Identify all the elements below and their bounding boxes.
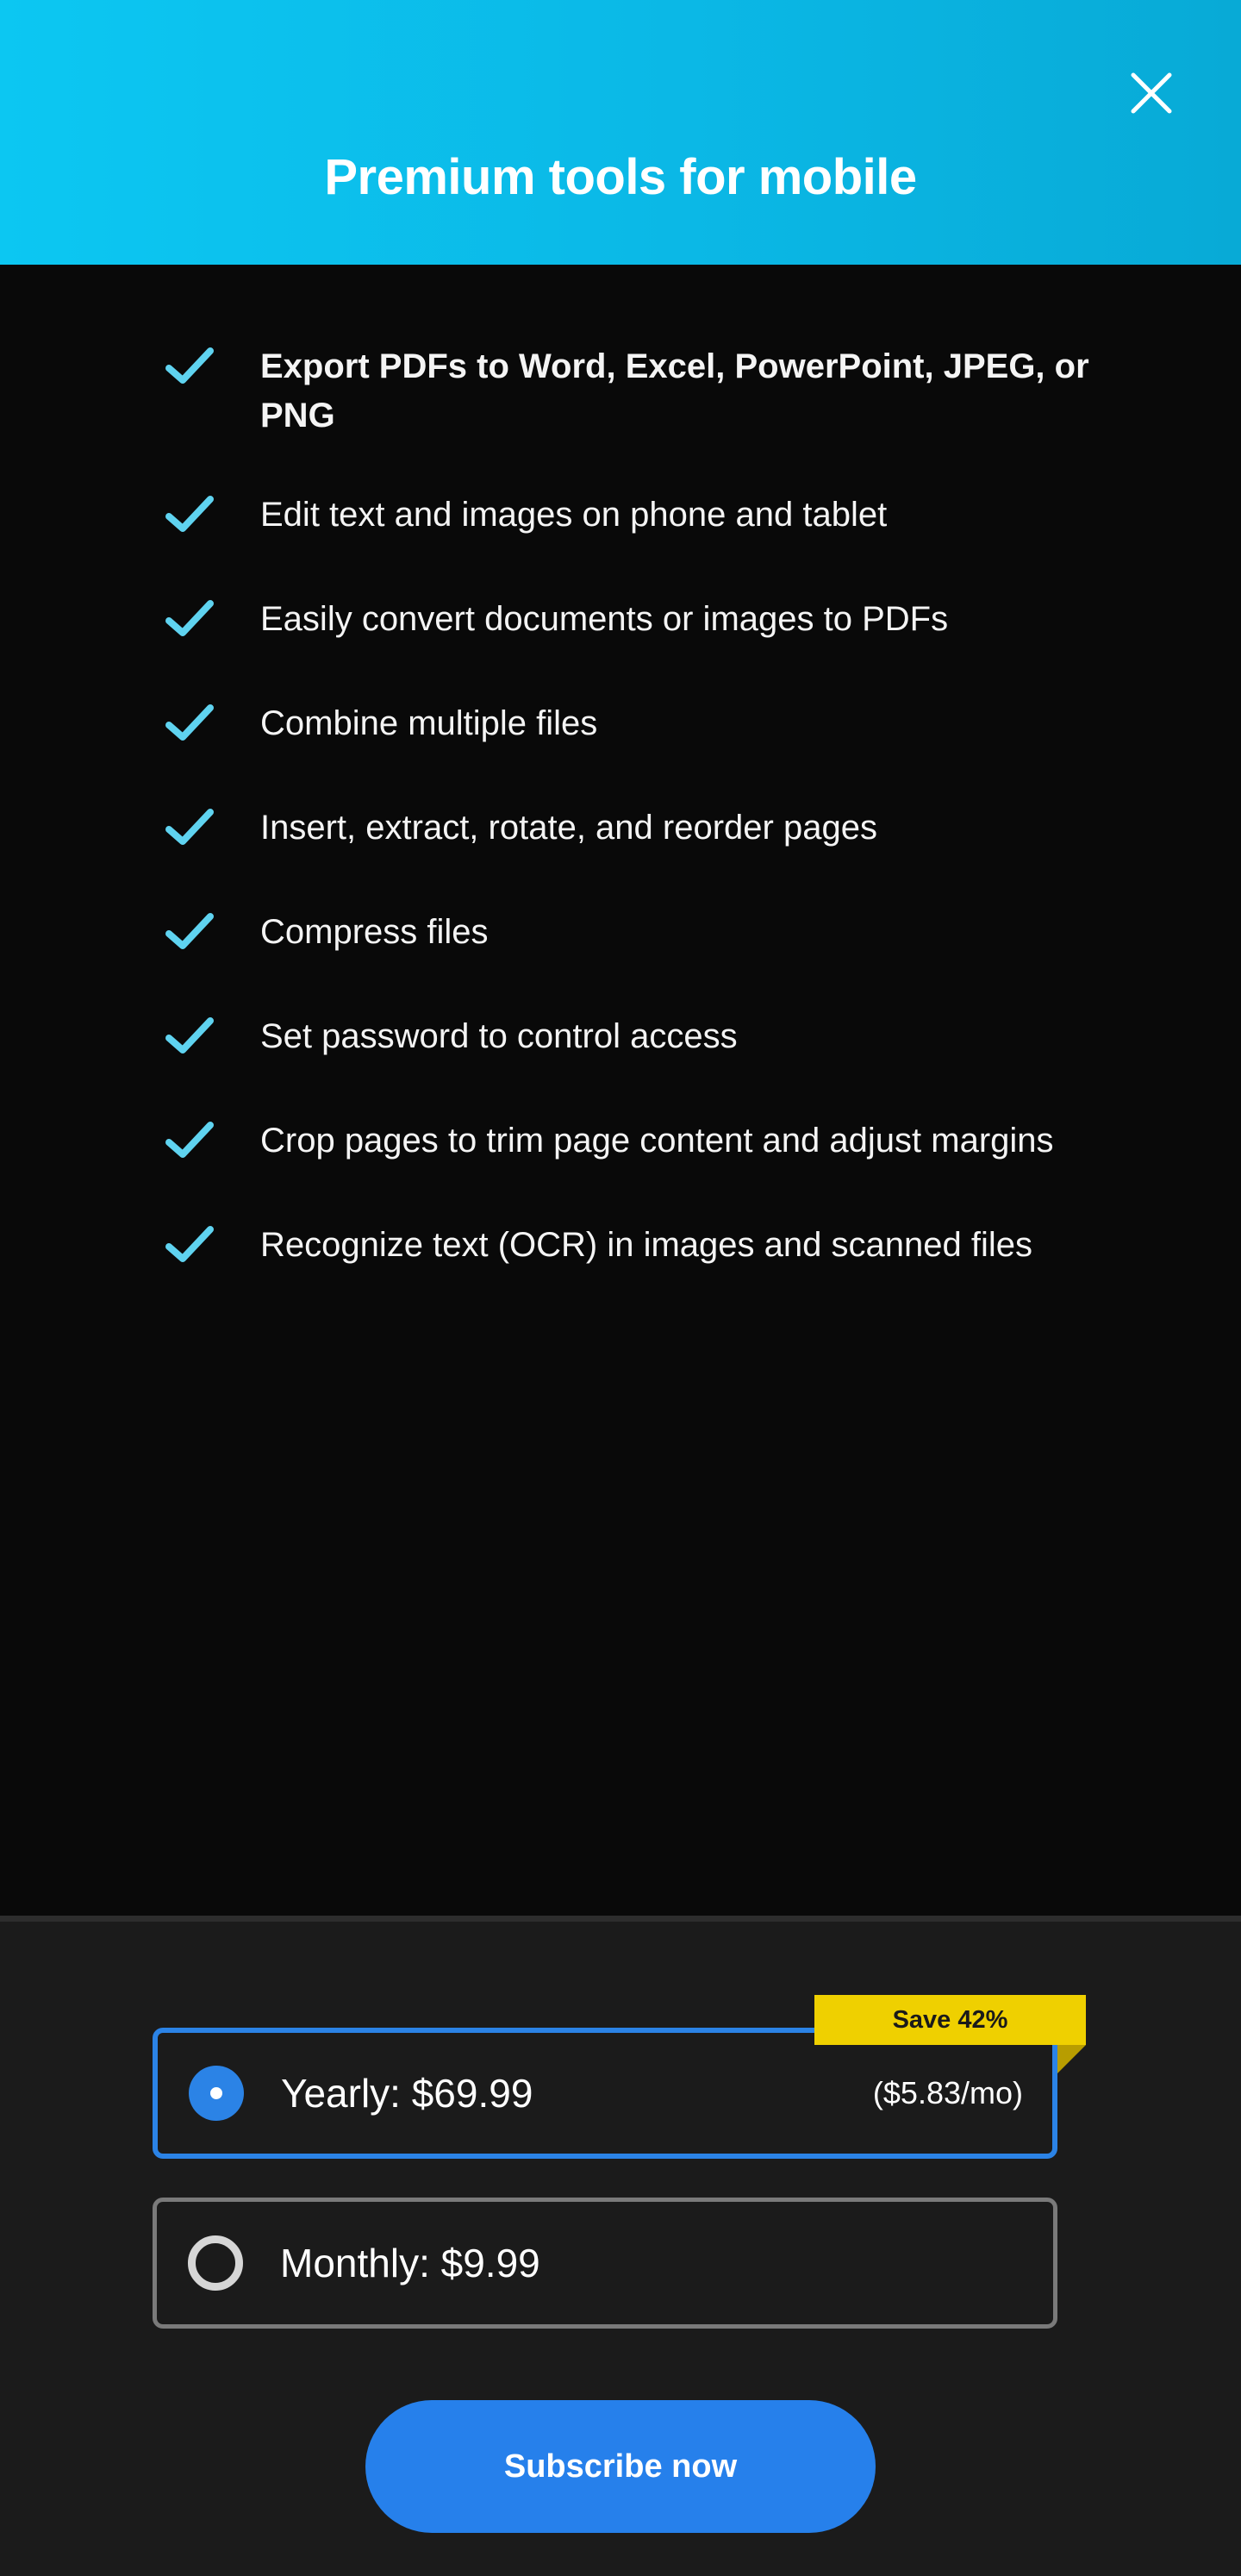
feature-item	[164, 699, 1094, 748]
feature-text: Insert, extract, rotate, and reorder pages	[260, 809, 877, 847]
yearly-plan-option[interactable]	[153, 2028, 1057, 2159]
feature-text: Export PDFs to Word, Excel, PowerPoint, JPEG, or PNG	[260, 347, 1089, 435]
page-title: Premium tools for mobile	[324, 149, 917, 205]
checkmark-icon	[164, 494, 215, 535]
feature-text: Crop pages to trim page content and adjust margins	[260, 1122, 1054, 1160]
feature-item	[164, 342, 1094, 441]
checkmark-icon	[164, 703, 215, 744]
feature-text: Set password to control access	[260, 1017, 738, 1055]
checkmark-icon	[164, 598, 215, 640]
checkmark-icon	[164, 346, 215, 387]
header-banner	[0, 0, 1241, 265]
monthly-plan-label: Monthly: $9.99	[280, 2241, 540, 2285]
feature-item	[164, 908, 1094, 957]
yearly-plan-label: Yearly: $69.99	[281, 2071, 533, 2116]
feature-text: Compress files	[260, 913, 489, 951]
yearly-monthly-equivalent: ($5.83/mo)	[872, 2075, 1023, 2110]
close-icon	[1120, 62, 1182, 124]
checkmark-icon	[164, 911, 215, 953]
save-badge: Save 42%	[814, 1995, 1086, 2045]
feature-list	[0, 265, 1241, 1916]
monthly-radio-unselected[interactable]	[188, 2235, 243, 2291]
subscribe-button[interactable]: Subscribe now	[365, 2400, 876, 2533]
feature-text: Combine multiple files	[260, 704, 598, 742]
feature-text: Edit text and images on phone and tablet	[260, 496, 888, 534]
checkmark-icon	[164, 1016, 215, 1057]
radio-dot	[210, 2087, 222, 2099]
feature-text: Easily convert documents or images to PDFs	[260, 600, 949, 638]
feature-item	[164, 1012, 1094, 1061]
yearly-radio-selected[interactable]	[189, 2066, 244, 2121]
feature-text: Recognize text (OCR) in images and scanned files	[260, 1226, 1032, 1264]
checkmark-icon	[164, 1120, 215, 1161]
save-badge-fold	[1057, 2045, 1086, 2073]
checkmark-icon	[164, 807, 215, 848]
monthly-plan-option[interactable]	[153, 2198, 1057, 2329]
feature-item	[164, 1221, 1094, 1270]
feature-item	[164, 595, 1094, 644]
feature-item	[164, 1116, 1094, 1166]
close-button[interactable]	[1120, 62, 1182, 124]
checkmark-icon	[164, 1224, 215, 1266]
feature-item	[164, 803, 1094, 853]
feature-item	[164, 491, 1094, 540]
plan-selection-panel	[0, 1916, 1241, 2576]
